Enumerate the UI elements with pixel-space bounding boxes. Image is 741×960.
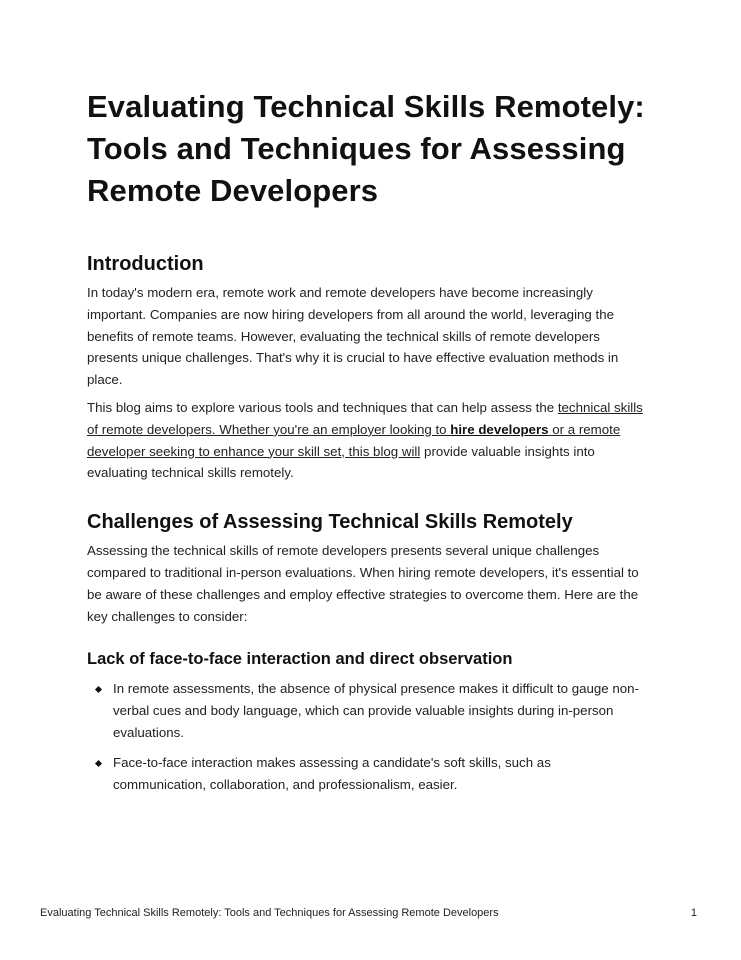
document-title: Evaluating Technical Skills Remotely: Tools and Techniques for Assessing Remote Developers <box>87 89 645 208</box>
face-to-face-heading: Lack of face-to-face interaction and direct observation <box>87 650 513 669</box>
bullet-text: Face-to-face interaction makes assessing a candidate's soft skills, such as communication, collaboration, and professionalism, easier. <box>113 754 551 792</box>
list-item <box>113 752 647 796</box>
diamond-bullet-icon <box>95 686 102 693</box>
bullet-text: In remote assessments, the absence of physical presence makes it difficult to gauge non-verbal cues and body language, which can provide valuable insights during in-person evaluations. <box>113 681 640 740</box>
introduction-paragraph-2 <box>87 397 647 484</box>
face-to-face-bullet-list <box>87 678 647 795</box>
diamond-bullet-icon <box>95 760 102 767</box>
footer-title: Evaluating Technical Skills Remotely: Tools and Techniques for Assessing Remote Developers <box>40 907 499 919</box>
challenges-heading: Challenges of Assessing Technical Skills Remotely <box>87 511 573 534</box>
introduction-heading: Introduction <box>87 253 204 275</box>
page-number: 1 <box>690 907 697 919</box>
introduction-paragraph-2-lead: This blog aims to explore various tools and techniques that can help assess the <box>87 399 558 415</box>
list-item <box>113 678 647 743</box>
introduction-paragraph-1: In today's modern era, remote work and remote developers have become increasingly important. Companies are now hiring developers from all around the world, leveraging the benefits of remote teams. However, evaluating the technical skills of remote developers presents unique challenges. That's why it is crucial to have effective evaluation methods in place. <box>87 285 619 388</box>
hire-developers-link-text[interactable]: technical skills of remote developers. Whether you're an employer looking to <box>87 399 643 437</box>
hire-developers-link-text-after[interactable]: or a remote developer seeking to enhance your skill set, this blog will <box>87 421 621 459</box>
document-page <box>87 86 647 803</box>
hire-developers-link[interactable]: hire developers <box>450 421 549 437</box>
challenges-paragraph: Assessing the technical skills of remote developers presents several unique challenges compared to traditional in-person evaluations. When hiring remote developers, it's essential to be aware of these challenges and employ effective strategies to overcome them. Here are the key challenges to consider: <box>87 543 639 624</box>
introduction-paragraph-2-tail: provide valuable insights into evaluating technical skills remotely. <box>87 443 595 481</box>
